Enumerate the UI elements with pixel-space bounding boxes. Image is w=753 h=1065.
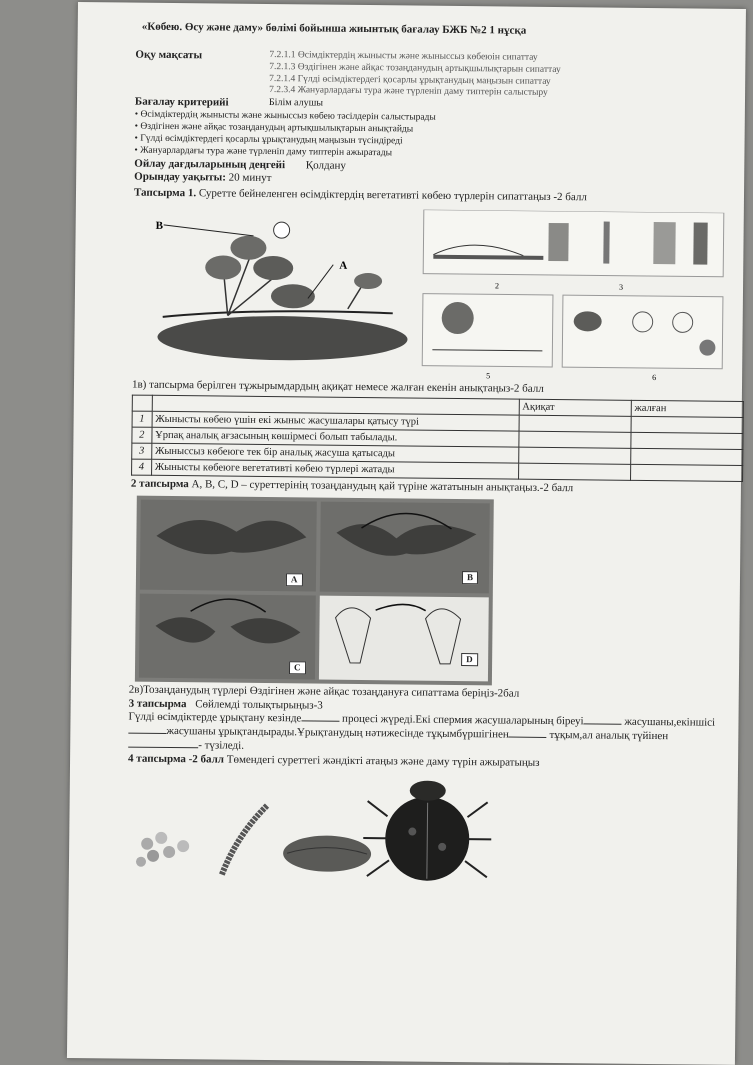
criteria-item: • Өсімдіктердің жынысты және жыныссыз көбею тәсілдерін салыстырады [134,109,436,123]
thinking-level-label: Ойлау дағдыларының деңгейі [134,157,286,171]
pollination-label-d: D [461,653,478,666]
pollination-label-c: C [289,661,306,674]
vegetative-propagation-illustration [132,206,734,382]
eggs-drawing [136,832,189,868]
true-answer-cell[interactable] [518,447,630,464]
learning-goal-item: 7.2.3.4 Жануарлардағы тура және түрленіп даму типтерін салыстыру [269,85,548,99]
task2-title: 2 тапсырма [130,477,189,491]
row-statement: Жынысты көбеюге вегетативті көбею түрлері жатады [151,459,518,479]
learning-goal-item: 7.2.1.3 Өздігінен және айқас тозаңданудың артықшылықтарын сипаттау [269,61,561,75]
learning-goal-item: 7.2.1.4 Гүлді өсімдіктердегі қосарлы ұрықтанудың маңызын сипаттау [269,73,551,87]
row-number: 1 [132,411,152,427]
task1-text: Суретте бейнеленген өсімдіктердің вегетативті көбею түрлерін сипаттаңыз -2 балл [198,187,587,204]
task2b-prompt: 2в)Тозаңданудың түрлері Өздігінен және айқас тозаңдануға сипаттама беріңіз-2бал [128,683,520,700]
beetle-drawing [363,780,492,881]
true-false-table [131,394,732,482]
task3-text-part: жасушаны,екіншісі [624,716,716,730]
cuttings-drawings [422,293,723,368]
thinking-level-value: Қолдану [305,158,346,172]
column-header-false: жалған [631,400,743,417]
strawberry-plant-drawing [157,221,408,362]
task2-text: А, В, С, D – суреттерінің тозаңданудың қай түріне жататынын анықтаңыз.-2 балл [191,478,574,495]
task3-text-part: тұқым,ал аналық түйінен [549,729,669,743]
criteria-label: Бағалау критерийі [134,95,229,109]
blank-field[interactable] [128,746,198,748]
figure-label-5: 5 [486,371,491,381]
column-header-true: Ақиқат [519,399,631,416]
duration-value: 20 минут [228,171,272,185]
task1-figure [132,206,734,382]
row-statement: Жынысты көбею үшін екі жыныс жасушалары қатысу түрі [152,411,519,431]
insect-lifecycle-illustration [127,774,728,890]
task1-title: Тапсырма 1. [133,186,197,200]
criteria-item: • Жануарлардағы тура және түрленіп даму типтерін ажыратады [134,145,393,158]
duration-label: Орындау уақыты: [134,170,227,184]
criteria-item: • Өздігінен және айқас тозаңданудың артықшылықтарын анықтайды [134,121,414,135]
pollination-label-a: A [286,573,303,586]
task4-text: Төмендегі суреттегі жәндікті атаңыз және даму түрін ажыратыңыз [226,753,540,769]
false-answer-cell[interactable] [630,464,742,481]
pollination-label-b: B [462,571,478,584]
pupa-drawing [283,836,371,873]
learning-goal-item: 7.2.1.1 Өсімдіктердің жынысты және жыныссыз көбеюін сипаттау [269,49,538,63]
task4-title: 4 тапсырма -2 балл [128,752,225,766]
worksheet-content [127,21,736,891]
learning-goals-list [269,50,561,101]
blank-field[interactable] [584,724,622,725]
insect-lifecycle-figure [127,774,728,890]
row-number: 3 [132,443,152,459]
blank-field[interactable] [509,737,547,738]
task3-text-part: - түзіледі. [198,739,245,752]
figure-label-2: 2 [495,281,500,291]
row-number: 4 [132,459,152,475]
true-answer-cell[interactable] [518,463,630,480]
row-statement: Жыныссыз көбеюге тек бір аналық жасуша қатысады [151,443,518,463]
task3-subtitle: Сөйлемді толықтырыңыз-3 [195,697,323,712]
blank-field[interactable] [301,721,339,722]
row-statement: Ұрпақ аналық ағзасының көшірмесі болып табылады. [152,427,519,447]
true-answer-cell[interactable] [519,415,631,432]
blank-field[interactable] [128,733,166,734]
row-number: 2 [132,427,152,443]
true-answer-cell[interactable] [518,431,630,448]
criteria-list [134,110,734,164]
learning-goals-row [135,34,736,102]
criteria-student-label: Білім алушы [268,97,324,109]
task3-title: 3 тапсырма [128,697,187,710]
worksheet-paper [67,2,746,1065]
false-answer-cell[interactable] [630,448,742,465]
figure-label-6: 6 [652,372,657,382]
criteria-item: • Гүлді өсімдіктердегі қосарлы ұрықтанудың маңызын түсіндіреді [134,133,403,147]
larva-drawing [222,805,268,875]
page-title: «Көбею. Өсу және даму» бөлімі бойынша жиынтық бағалау БЖБ №2 1 нұсқа [141,20,527,37]
figure-label-b: B [155,219,164,232]
figure-label-3: 3 [618,282,624,292]
figure-label-a: A [339,259,348,272]
false-answer-cell[interactable] [631,432,743,449]
pollination-figure [135,496,494,686]
task3-text-part: жасушаны ұрықтандырады.Ұрықтанудың нәтижесінде тұқымбүршігінен [166,725,509,741]
layering-drawings [423,209,724,276]
flower-drawings [135,496,494,686]
task3-text-part: процесі жүреді.Екі спермия жасушаларының біреуі [342,713,584,728]
task1b-prompt: 1в) тапсырма берілген тұжырымдардың ақиқат немесе жалған екенін анықтаңыз-2 балл [131,378,544,395]
task3-text-part: Гүлді өсімдіктерде ұрықтану кезінде [128,710,302,725]
learning-goals-label: Оқу мақсаты [135,48,203,62]
task3-block [128,697,729,758]
false-answer-cell[interactable] [631,416,743,433]
